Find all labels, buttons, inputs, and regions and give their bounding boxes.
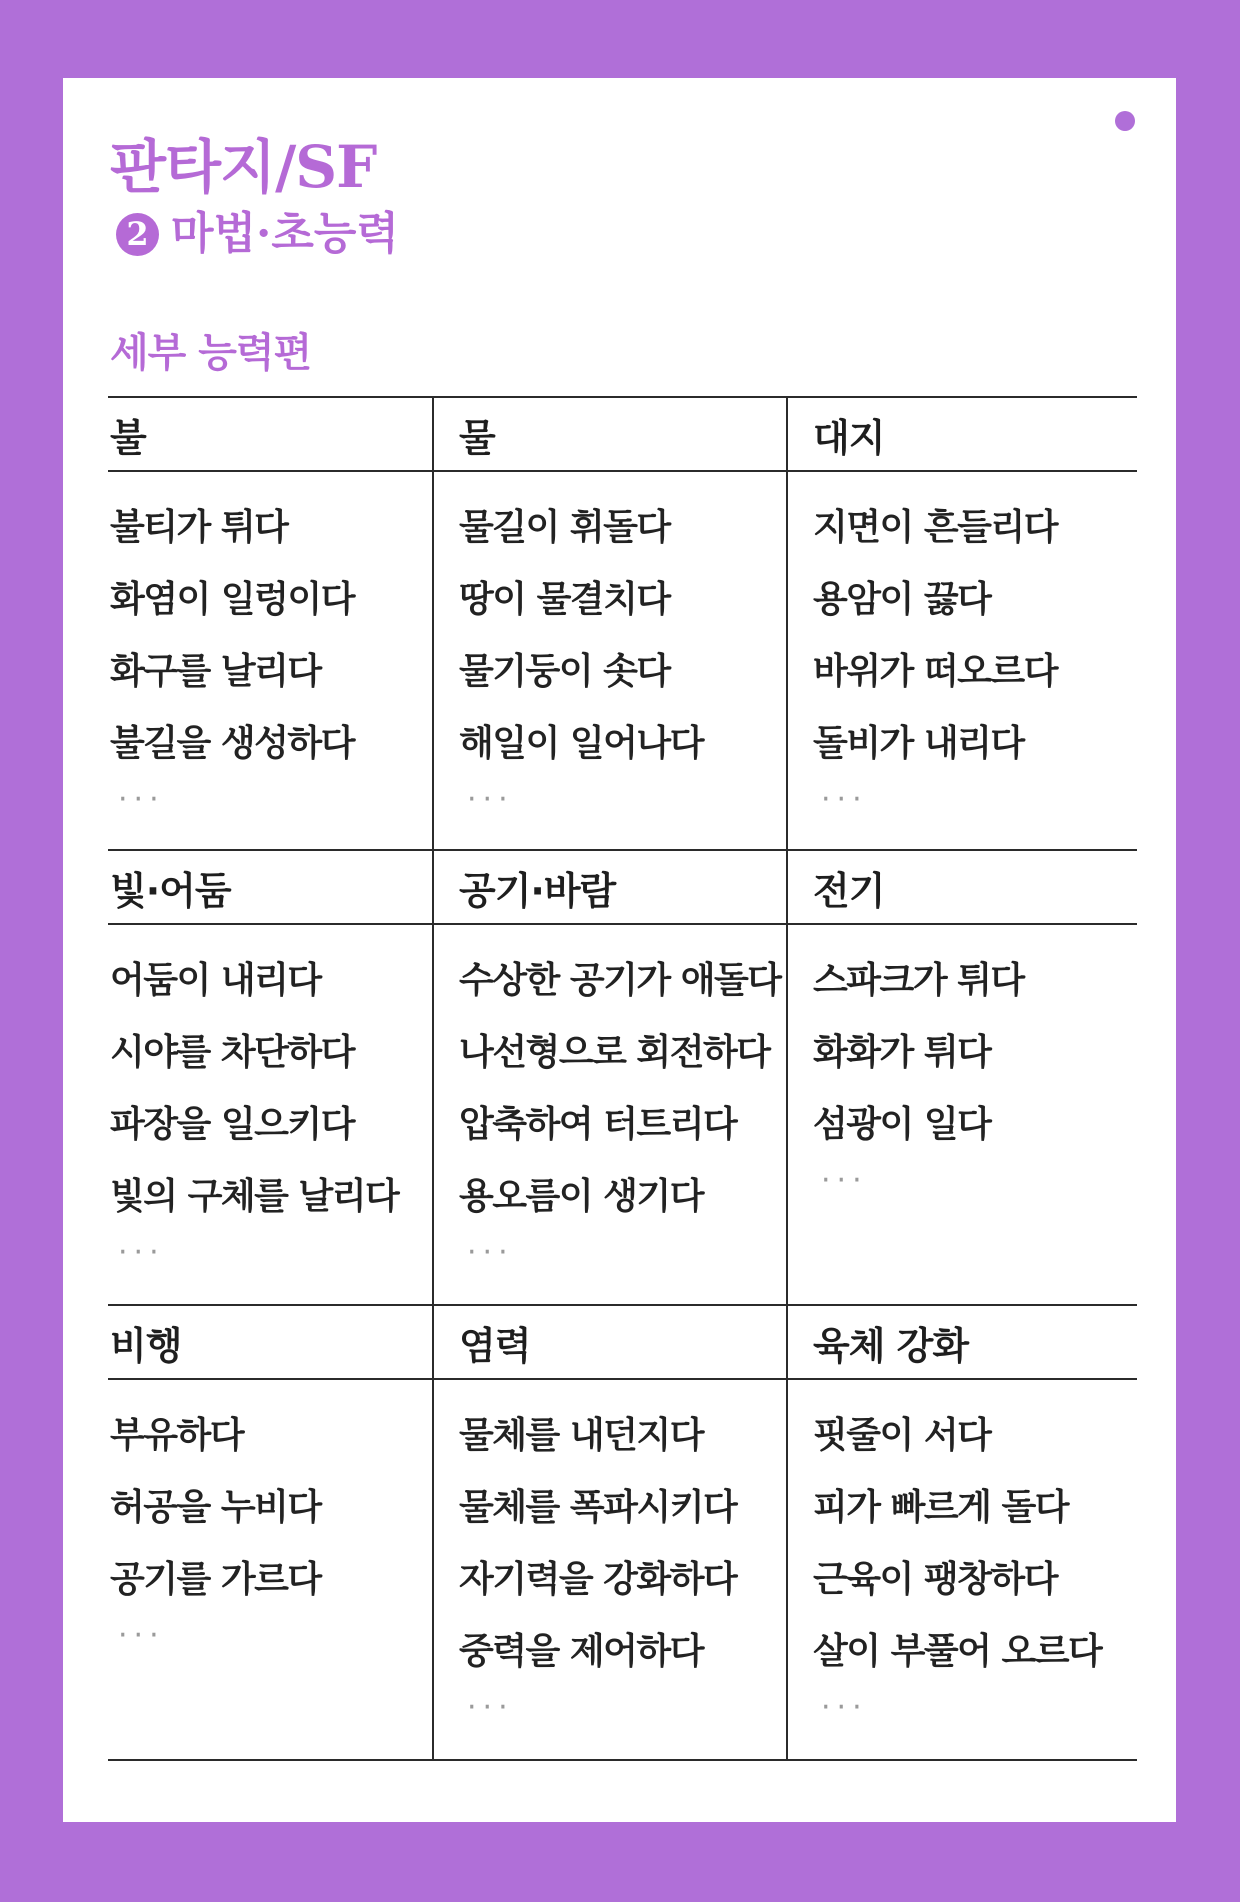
ability-list — [459, 1380, 786, 1688]
category-cell — [786, 1306, 1137, 1759]
list-item: 화화가 튀다 — [813, 1032, 991, 1073]
category-header: 육체 강화 — [788, 1306, 1137, 1380]
category-cell — [432, 398, 786, 849]
ability-list — [813, 1380, 1137, 1688]
list-item: 시야를 차단하다 — [110, 1032, 354, 1073]
grid-row — [108, 396, 1137, 851]
list-item: 화구를 날리다 — [110, 651, 321, 692]
more-ellipsis: ··· — [467, 1690, 514, 1725]
grid-row — [108, 851, 1137, 1306]
more-ellipsis: ··· — [821, 1690, 868, 1725]
list-item: 나선형으로 회전하다 — [459, 1032, 770, 1073]
list-item: 용오름이 생기다 — [459, 1176, 703, 1217]
list-item: 중력을 제어하다 — [459, 1631, 703, 1672]
ability-list — [459, 925, 786, 1233]
more-ellipsis: ··· — [118, 1235, 165, 1270]
category-header: 염력 — [434, 1306, 786, 1380]
category-header: 빛·어둠 — [108, 851, 432, 925]
list-item: 땅이 물결치다 — [459, 579, 670, 620]
more-ellipsis: ··· — [821, 1163, 868, 1198]
list-item: 빛의 구체를 날리다 — [110, 1176, 399, 1217]
ability-list — [813, 472, 1137, 780]
ability-list — [110, 925, 432, 1233]
category-cell — [786, 851, 1137, 1304]
list-item: 수상한 공기가 애돌다 — [459, 960, 781, 1001]
category-cell — [432, 1306, 786, 1759]
list-item: 핏줄이 서다 — [813, 1415, 991, 1456]
category-cell — [108, 398, 432, 849]
list-item: 부유하다 — [110, 1415, 244, 1456]
category-header: 공기·바람 — [434, 851, 786, 925]
list-item: 피가 빠르게 돌다 — [813, 1487, 1068, 1528]
list-item: 화염이 일렁이다 — [110, 579, 354, 620]
more-ellipsis: ··· — [118, 782, 165, 817]
more-ellipsis: ··· — [467, 782, 514, 817]
list-item: 허공을 누비다 — [110, 1487, 321, 1528]
list-item: 압축하여 터트리다 — [459, 1104, 737, 1145]
list-item: 공기를 가르다 — [110, 1559, 321, 1600]
list-item: 물체를 내던지다 — [459, 1415, 703, 1456]
list-item: 어둠이 내리다 — [110, 960, 321, 1001]
more-ellipsis: ··· — [118, 1618, 165, 1653]
list-item: 근육이 팽창하다 — [813, 1559, 1057, 1600]
decorative-dot — [1115, 111, 1135, 131]
category-header: 전기 — [788, 851, 1137, 925]
list-item: 스파크가 튀다 — [813, 960, 1024, 1001]
list-item: 용암이 끓다 — [813, 579, 991, 620]
list-item: 살이 부풀어 오르다 — [813, 1631, 1102, 1672]
category-header: 물 — [434, 398, 786, 472]
list-item: 물체를 폭파시키다 — [459, 1487, 737, 1528]
category-cell — [108, 1306, 432, 1759]
list-item: 섬광이 일다 — [813, 1104, 991, 1145]
list-item: 파장을 일으키다 — [110, 1104, 354, 1145]
category-cell — [108, 851, 432, 1304]
ability-list — [459, 472, 786, 780]
ability-list — [110, 1380, 432, 1616]
list-item: 불티가 튀다 — [110, 507, 288, 548]
list-item: 돌비가 내리다 — [813, 723, 1024, 764]
subtitle — [116, 208, 399, 260]
list-item: 해일이 일어나다 — [459, 723, 703, 764]
page-title: 판타지/SF — [110, 133, 377, 201]
grid-row — [108, 1306, 1137, 1761]
category-header: 비행 — [108, 1306, 432, 1380]
more-ellipsis: ··· — [821, 782, 868, 817]
list-item: 불길을 생성하다 — [110, 723, 354, 764]
category-cell — [786, 398, 1137, 849]
category-header: 대지 — [788, 398, 1137, 472]
more-ellipsis: ··· — [467, 1235, 514, 1270]
subtitle-text: 마법·초능력 — [171, 208, 399, 259]
list-item: 지면이 흔들리다 — [813, 507, 1057, 548]
list-item: 자기력을 강화하다 — [459, 1559, 737, 1600]
ability-grid — [108, 396, 1137, 1761]
number-badge: 2 — [116, 213, 159, 256]
list-item: 물기둥이 솟다 — [459, 651, 670, 692]
list-item: 물길이 휘돌다 — [459, 507, 670, 548]
ability-list — [110, 472, 432, 780]
ability-list — [813, 925, 1137, 1161]
list-item: 바위가 떠오르다 — [813, 651, 1057, 692]
section-title: 세부 능력편 — [110, 330, 312, 376]
category-header: 불 — [108, 398, 432, 472]
category-cell — [432, 851, 786, 1304]
